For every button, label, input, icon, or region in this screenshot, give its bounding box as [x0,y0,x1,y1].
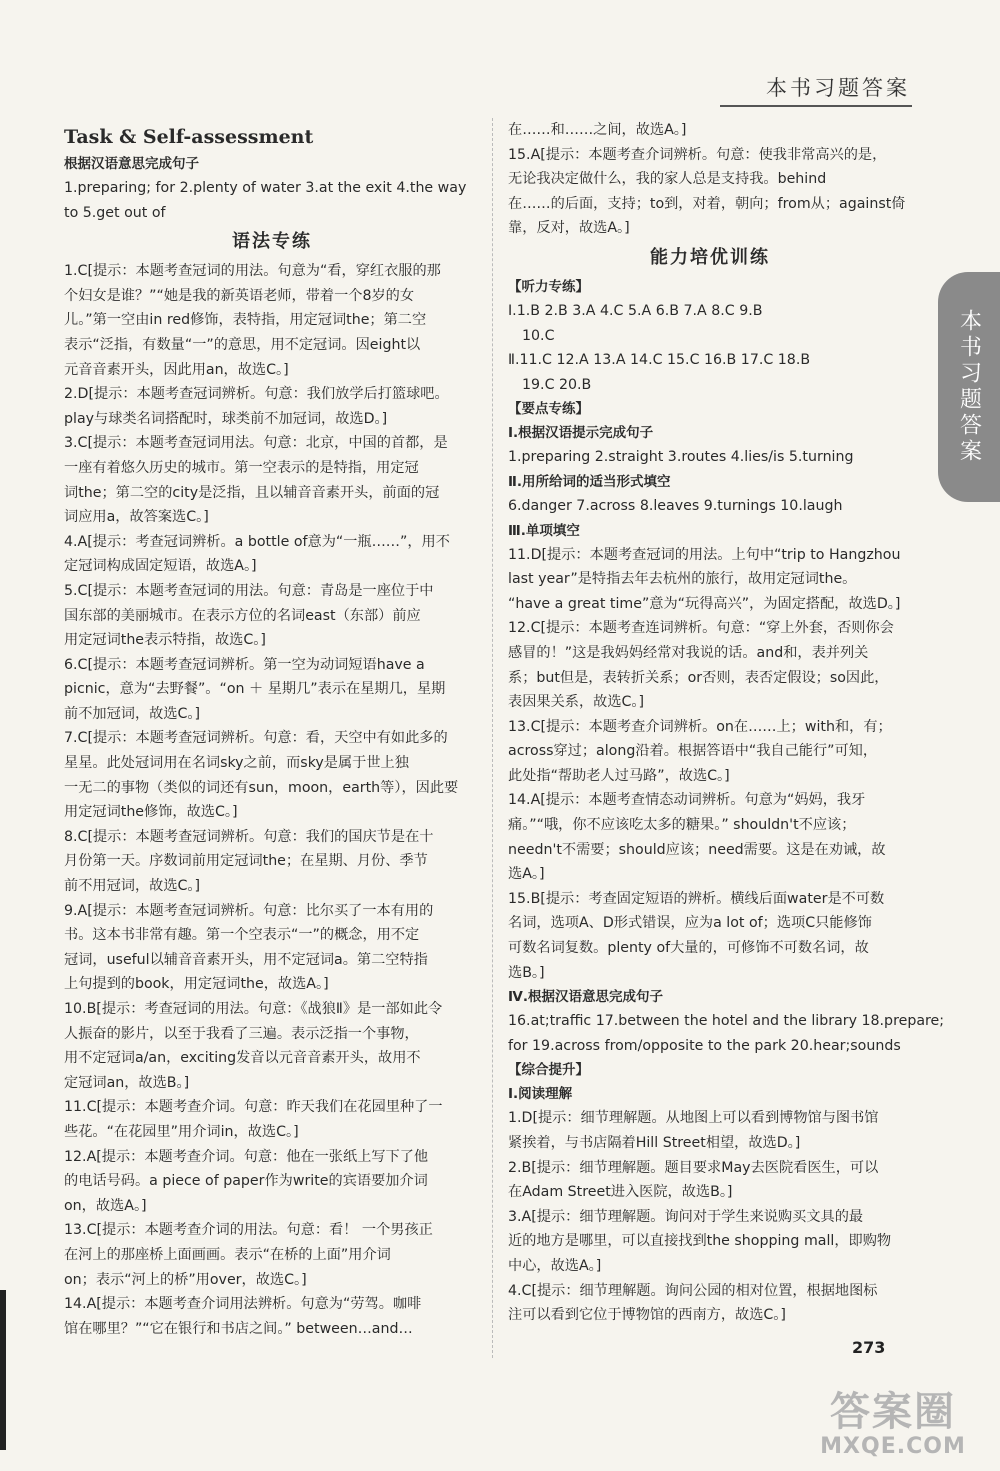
answer-item-line: 近的地方是哪里，可以直接找到the shopping mall，即购物 [508,1233,892,1250]
answer-item-line: 中心，故选A。] [508,1257,602,1274]
side-tab [938,272,1000,502]
answer-item [64,1145,480,1219]
key-items [508,543,912,986]
answer-item [508,1106,912,1155]
answer-item-line: 选A。] [508,866,545,883]
answer-item-line: on，故选A。] [64,1197,147,1214]
answer-item-line: “have a great time”意为“玩得高兴”，为固定搭配，故选D。] [508,595,901,612]
comprehensive-bracket: 【综合提升】 [508,1062,589,1079]
answer-item-line: 痛。”“哦，你不应该吃太多的糖果。” shouldn't不应该； [508,817,856,834]
answer-item-line: 月份第一天。序数词前用定冠词the；在星期、月份、季节 [64,853,428,870]
answer-item [508,616,912,714]
listening-bracket: 【听力专练】 [508,278,589,295]
answer-item-line: 一无二的事物（类似的词还有sun，moon，earth等），因此要 [64,779,459,796]
answer-item [64,431,480,529]
ability-section-title: 能力培优训练 [650,246,770,268]
answer-item-first-line: 12.C[提示：本题考查连词辨析。句意：“穿上外套，否则你会 [508,620,894,637]
answer-item-line: 用定冠词the表示特指，故选C。] [64,632,266,649]
answer-item [508,887,912,985]
listening-line: Ⅰ.1.B 2.B 3.A 4.C 5.A 6.B 7.A 8.C 9.B [508,302,763,319]
page-number: 273 [852,1338,886,1357]
watermark-url: MXQE.COM [820,1434,966,1459]
answer-item-line: 馆在哪里？”“它在银行和书店之间。” between…and… [64,1320,413,1337]
answer-item-line: 紧挨着，与书店隔着Hill Street相望，故选D。] [508,1135,801,1151]
answer-item-line: 注可以看到它位于博物馆的西南方，故选C。] [508,1307,786,1324]
answer-item-first-line: 7.C[提示：本题考查冠词辨析。句意：看，天空中有如此多的 [64,730,448,747]
answer-item [508,1156,912,1205]
key-part-title: Ⅰ.根据汉语提示完成句子 [508,425,654,442]
answer-item-line: 星星。此处冠词用在名词sky之前，而sky是属于世上独 [64,755,409,772]
answer-item [64,825,480,899]
answer-item-first-line: 11.C[提示：本题考查介词。句意：昨天我们在花园里种了一 [64,1099,443,1116]
key-answer-line: 16.at;traffic 17.between the hotel and the library 18.prepare; [508,1013,945,1030]
answer-item [508,715,912,789]
answer-item-first-line: 13.C[提示：本题考查介词辨析。on在……上；with和，有； [508,718,892,735]
answer-line: to 5.get out of [64,204,166,221]
answer-item [64,653,480,727]
answer-item [64,579,480,653]
answer-item-first-line: 6.C[提示：本题考查冠词辨析。第一空为动词短语have a [64,656,425,673]
answer-item-line: on；表示“河上的桥”用over，故选C。] [64,1271,307,1288]
answer-item [64,1095,480,1144]
answer-item [64,726,480,824]
key-points-bracket: 【要点专练】 [508,401,589,418]
answer-item-line: 词the；第二空的city是泛指，且以辅音音素开头，前面的冠 [64,484,440,501]
answer-item [64,899,480,997]
answer-item-line: across穿过；along沿着。根据答语中“我自己能行”可知， [508,743,878,760]
task-answers [64,176,480,225]
answer-line: 1.preparing; for 2.plenty of water 3.at the exit 4.the way [64,180,467,196]
answer-item-line: 系；but但是，表转折关系；or否则，表否定假设；so因此， [508,669,889,686]
answer-item-first-line: 12.A[提示：本题考查介词。句意：他在一张纸上写下了他 [64,1148,429,1165]
answer-item-line: 在Adam Street进入医院，故选B。] [508,1184,733,1201]
answer-item [64,1292,480,1341]
answer-item [508,543,912,617]
answer-item-first-line: 15.A[提示：本题考查介词辨析。句意：使我非常高兴的是， [508,146,887,163]
comprehensive-items [508,1106,912,1327]
answer-item-line: last year”是特指去年去杭州的旅行，故用定冠词the。 [508,571,857,588]
answer-item-first-line: 13.C[提示：本题考查介词的用法。句意：看！ 一个男孩正 [64,1222,433,1239]
answer-item-line: 在……的后面，支持；to到，对着，朝向；from从；against倚 [508,195,906,212]
watermark [808,1390,978,1459]
answer-item-line: 用定冠词the修饰，故选C。] [64,804,238,821]
left-column [64,118,480,1341]
header-label: 本书习题答案 [766,76,910,100]
continuation-line: 在……和……之间，故选A。] [508,122,687,138]
answer-item-line: 国东部的美丽城市。在表示方位的名词east（东部）前应 [64,607,421,624]
answer-item [64,259,480,382]
listening-line: Ⅱ.11.C 12.A 13.A 14.C 15.C 16.B 17.C 18.B [508,352,811,369]
right-column [508,118,945,1328]
task-title: Task & Self-assessment [64,126,314,148]
answer-item-first-line: 1.C[提示：本题考查冠词的用法。句意为“看，穿红衣服的那 [64,263,441,280]
watermark-main: 答案圈 [830,1389,956,1435]
key-answer-line: for 19.across from/opposite to the park 20.hear;sounds [508,1037,901,1054]
answer-item-line: 无论我决定做什么，我的家人总是支持我。behind [508,171,827,188]
answer-item-line: 个妇女是谁？”“她是我的新英语老师，带着一个8岁的女 [64,287,415,304]
answer-item-line: 冠词，useful以辅音音素开头，用不定冠词a。第二空特指 [64,951,428,968]
answer-item-line: 定冠词an，故选B。] [64,1074,190,1091]
answer-item-line: 前不用冠词，故选C。] [64,878,201,895]
answer-item-first-line: 14.A[提示：本题考查介词用法辨析。句意为“劳驾。咖啡 [64,1296,422,1313]
left-edge-mark [0,1290,18,1450]
answer-item-first-line: 2.B[提示：细节理解题。题目要求May去医院看医生，可以 [508,1159,879,1176]
answer-item-first-line: 4.A[提示：考查冠词辨析。a bottle of意为“一瓶……”，用不 [64,533,450,550]
answer-item [64,530,480,579]
answer-item-first-line: 10.B[提示：考查冠词的用法。句意：《战狼Ⅱ》是一部如此令 [64,1001,443,1017]
answer-item-line: picnic，意为“去野餐”。“on ＋ 星期几”表示在星期几，星期 [64,681,446,698]
answer-item-first-line: 5.C[提示：本题考查冠词的用法。句意：青岛是一座位于中 [64,582,434,599]
answer-item [508,1279,912,1328]
answer-item-line: 可数名词复数。plenty of大量的，可修饰不可数名词，故 [508,940,869,957]
answer-item [64,997,480,1095]
answer-item-first-line: 3.C[提示：本题考查冠词用法。句意：北京，中国的首都，是 [64,435,448,452]
answer-item-line: 的电话号码。a piece of paper作为write的宾语要加介词 [64,1173,428,1190]
answer-item-line: 上句提到的book，用定冠词the，故选A。] [64,976,329,993]
answer-item [508,1205,912,1279]
answer-item-line: 靠，反对，故选A。] [508,220,630,237]
grammar-items [64,259,480,1341]
key-part-title: Ⅲ.单项填空 [508,522,580,539]
answer-item-line: 前不加冠词，故选C。] [64,705,201,722]
answer-item-line: 表示“泛指，有数量“一”的意思，用不定冠词。因eight以 [64,336,421,353]
answer-item-first-line: 3.A[提示：细节理解题。询问对于学生来说购买文具的最 [508,1208,864,1225]
answer-item-first-line: 2.D[提示：本题考查冠词辨析。句意：我们放学后打篮球吧。 [64,386,449,403]
answer-item-line: 感冒的！”这是我妈妈经常对我说的话。and和，表并列关 [508,644,869,661]
answer-item-first-line: 4.C[提示：细节理解题。询问公园的相对位置，根据地图标 [508,1282,878,1299]
answer-item-line: play与球类名词搭配时，球类前不加冠词，故选D。] [64,410,388,427]
answer-item-first-line: 9.A[提示：本题考查冠词辨析。句意：比尔买了一本有用的 [64,902,434,919]
column-divider [492,118,493,1358]
answer-item-line: needn't不需要；should应该；need需要。这是在劝诫，故 [508,841,886,858]
answer-item [64,1218,480,1292]
answer-item-first-line: 14.A[提示：本题考查情态动词辨析。句意为“妈妈，我牙 [508,792,866,809]
listening-line: 19.C 20.B [522,376,592,393]
task-subheading: 根据汉语意思完成句子 [64,156,199,172]
answer-item-line: 人振奋的影片，以至于我看了三遍。表示泛指一个事物， [64,1025,419,1042]
side-tab-label: 本书习题答案 [956,309,982,465]
answer-item-first-line: 1.D[提示：细节理解题。从地图上可以看到博物馆与图书馆 [508,1110,879,1127]
answer-item-line: 表因果关系，故选C。] [508,694,645,711]
answer-item-line: 在河上的那座桥上面画画。表示“在桥的上面”用介词 [64,1246,391,1263]
answer-item-first-line: 15.B[提示：考查固定短语的辨析。横线后面water是不可数 [508,890,885,907]
comprehensive-part-title: Ⅰ.阅读理解 [508,1086,573,1103]
answer-item-line: 元音音素开头，因此用an，故选C。] [64,361,289,378]
listening-line: 10.C [522,327,555,344]
answer-item-line: 儿。”第一空由in red修饰，表特指，用定冠词the；第二空 [64,312,427,329]
key-part-title: Ⅱ.用所给词的适当形式填空 [508,473,671,490]
answer-item-line: 用不定冠词a/an，exciting发音以元音音素开头，故用不 [64,1050,421,1067]
answer-item-line: 此处指“帮助老人过马路”，故选C。] [508,767,730,784]
grammar-section-title: 语法专练 [232,231,312,253]
answer-item-line: 词应用a，故答案选C。] [64,509,209,526]
answer-item-line: 一座有着悠久历史的城市。第一空表示的是特指，用定冠 [64,459,419,476]
answer-item-line: 定冠词构成固定短语，故选A。] [64,558,257,575]
answer-item-first-line: 11.D[提示：本题考查冠词的用法。上句中“trip to Hangzhou [508,546,901,563]
answer-item-line: 些花。“在花园里”用介词in，故选C。] [64,1123,299,1140]
answer-item [64,382,480,431]
header-rule [720,105,912,107]
key-answer-line: 6.danger 7.across 8.leaves 9.turnings 10.laugh [508,497,843,514]
answer-item [508,143,912,241]
answer-item-first-line: 8.C[提示：本题考查冠词辨析。句意：我们的国庆节是在十 [64,828,434,845]
answer-item-line: 书。这本书非常有趣。第一个空表示“一”的概念，用不定 [64,927,420,944]
answer-item-line: 名词，选项A、D形式错误，应为a lot of；选项C只能修饰 [508,915,872,932]
key-part-title: Ⅳ.根据汉语意思完成句子 [508,989,663,1006]
key-answer-line: 1.preparing 2.straight 3.routes 4.lies/is 5.turning [508,449,854,466]
answer-item-line: 选B。] [508,964,545,981]
answer-item [508,788,912,886]
